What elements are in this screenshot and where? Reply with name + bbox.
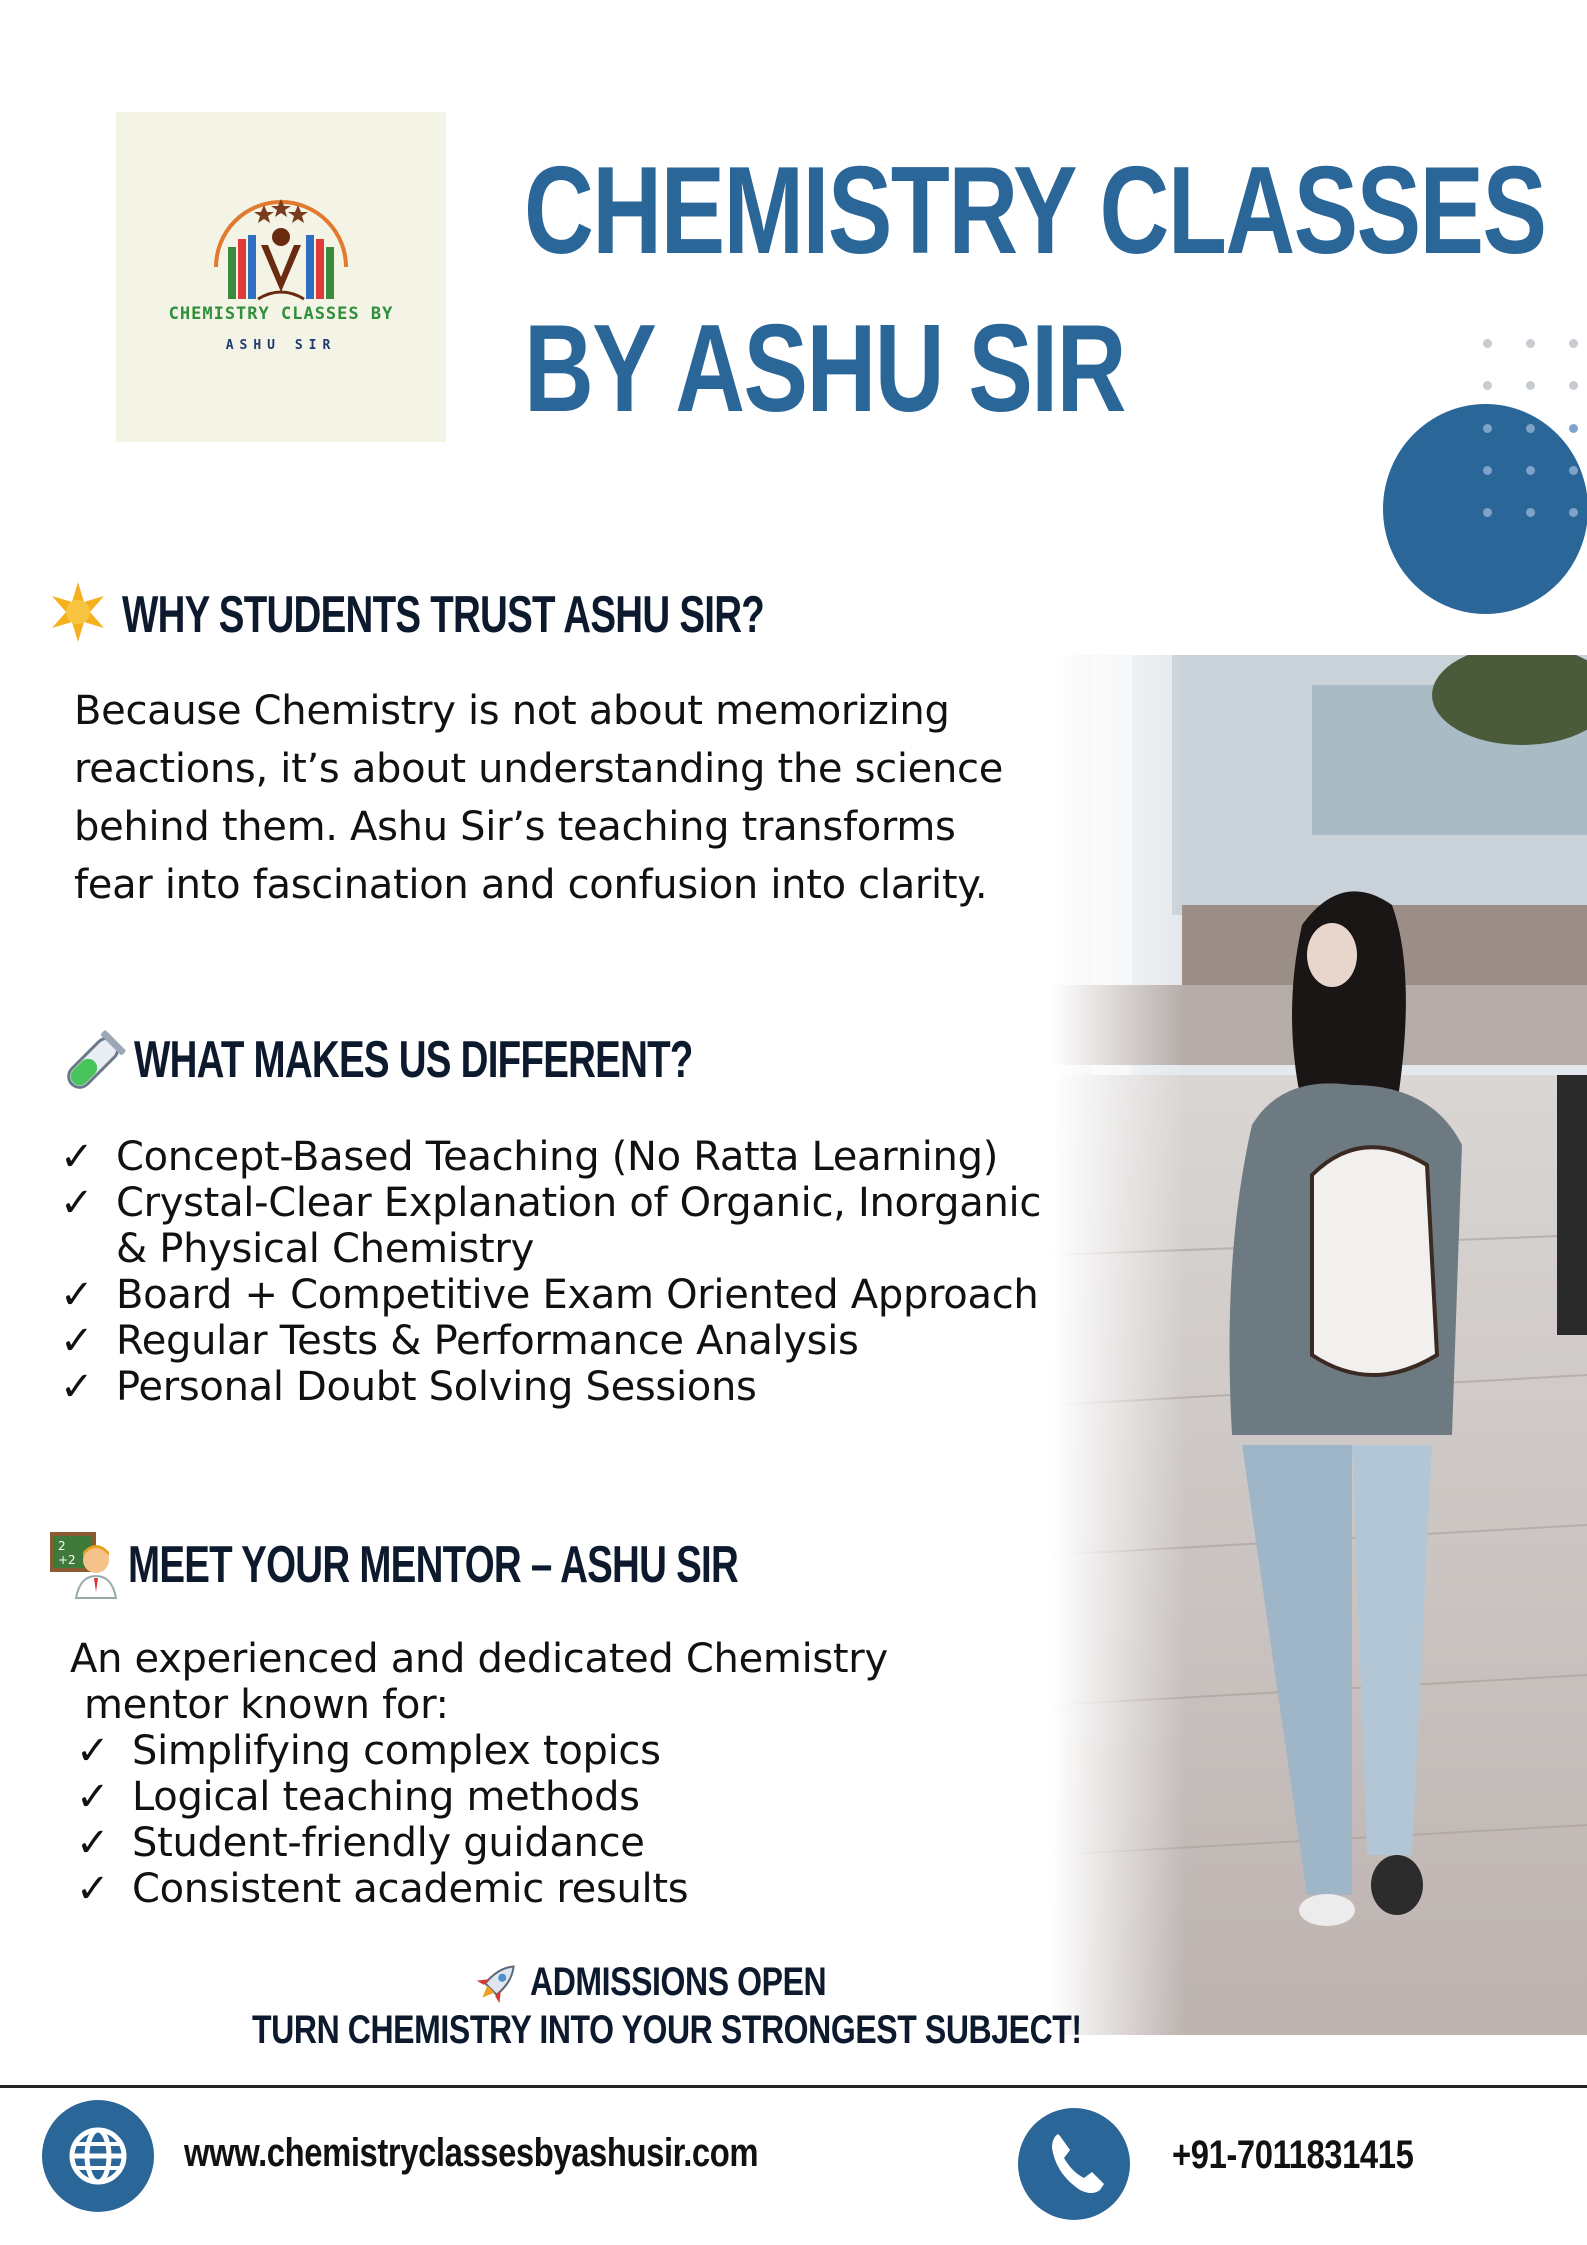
phone-icon bbox=[1018, 2108, 1130, 2220]
list-item: ✓ Logical teaching methods bbox=[76, 1774, 640, 1820]
checkmark-icon: ✓ bbox=[76, 1728, 110, 1774]
list-item: ✓ Regular Tests & Performance Analysis bbox=[60, 1318, 859, 1364]
logo-text-line1: CHEMISTRY CLASSES BY bbox=[168, 304, 394, 324]
student-photo bbox=[1052, 655, 1587, 2035]
globe-icon bbox=[42, 2100, 154, 2212]
why-line-4: fear into fascination and confusion into clarity. bbox=[74, 862, 988, 908]
logo-text-line2: ASHU SIR bbox=[225, 338, 337, 353]
checkmark-icon: ✓ bbox=[60, 1318, 94, 1364]
checkmark-icon: ✓ bbox=[60, 1134, 94, 1180]
list-item: ✓ Consistent academic results bbox=[76, 1866, 689, 1912]
list-item: ✓ Simplifying complex topics bbox=[76, 1728, 661, 1774]
phone-number[interactable]: +91-7011831415 bbox=[1172, 2133, 1414, 2177]
section-heading-different: WHAT MAKES US DIFFERENT? bbox=[134, 1031, 693, 1089]
svg-text:+2: +2 bbox=[58, 1553, 76, 1567]
title-line2: BY ASHU SIR bbox=[524, 300, 1125, 438]
page-title bbox=[524, 132, 1546, 448]
checkmark-icon: ✓ bbox=[76, 1820, 110, 1866]
rocket-icon bbox=[474, 1958, 522, 2010]
checkmark-icon: ✓ bbox=[60, 1272, 94, 1318]
footer-divider bbox=[0, 2085, 1587, 2088]
website-link[interactable]: www.chemistryclassesbyashusir.com bbox=[184, 2131, 759, 2175]
list-item: ✓ Crystal-Clear Explanation of Organic, Inorganic bbox=[60, 1180, 1042, 1226]
svg-text:2: 2 bbox=[58, 1539, 66, 1553]
why-line-2: reactions, it’s about understanding the science bbox=[74, 746, 1004, 792]
section-heading-why: WHY STUDENTS TRUST ASHU SIR? bbox=[122, 586, 765, 644]
list-item: ✓ Personal Doubt Solving Sessions bbox=[60, 1364, 757, 1410]
cta-tagline: TURN CHEMISTRY INTO YOUR STRONGEST SUBJECT! bbox=[252, 2008, 1082, 2052]
book-student-logo-icon bbox=[206, 187, 356, 307]
star-icon bbox=[46, 580, 110, 648]
checkmark-icon: ✓ bbox=[60, 1364, 94, 1410]
list-item: ✓ Concept-Based Teaching (No Ratta Learning) bbox=[60, 1134, 999, 1180]
checkmark-icon: ✓ bbox=[76, 1866, 110, 1912]
list-item: ✓ Student-friendly guidance bbox=[76, 1820, 645, 1866]
title-line1: CHEMISTRY CLASSES bbox=[524, 142, 1546, 280]
admissions-open-text: ADMISSIONS OPEN bbox=[530, 1960, 827, 2004]
mentor-intro-line-2: mentor known for: bbox=[84, 1682, 449, 1728]
checkmark-icon: ✓ bbox=[76, 1774, 110, 1820]
why-line-1: Because Chemistry is not about memorizing bbox=[74, 688, 950, 734]
mentor-intro-line-1: An experienced and dedicated Chemistry bbox=[70, 1636, 888, 1682]
logo bbox=[116, 112, 446, 442]
list-item-continuation: & Physical Chemistry bbox=[116, 1226, 534, 1272]
section-heading-mentor: MEET YOUR MENTOR – ASHU SIR bbox=[128, 1536, 739, 1594]
test-tube-icon bbox=[56, 1030, 126, 1104]
why-line-3: behind them. Ashu Sir’s teaching transforms bbox=[74, 804, 956, 850]
list-item: ✓ Board + Competitive Exam Oriented Approach bbox=[60, 1272, 1039, 1318]
checkmark-icon: ✓ bbox=[60, 1180, 94, 1226]
teacher-icon bbox=[50, 1530, 120, 1604]
